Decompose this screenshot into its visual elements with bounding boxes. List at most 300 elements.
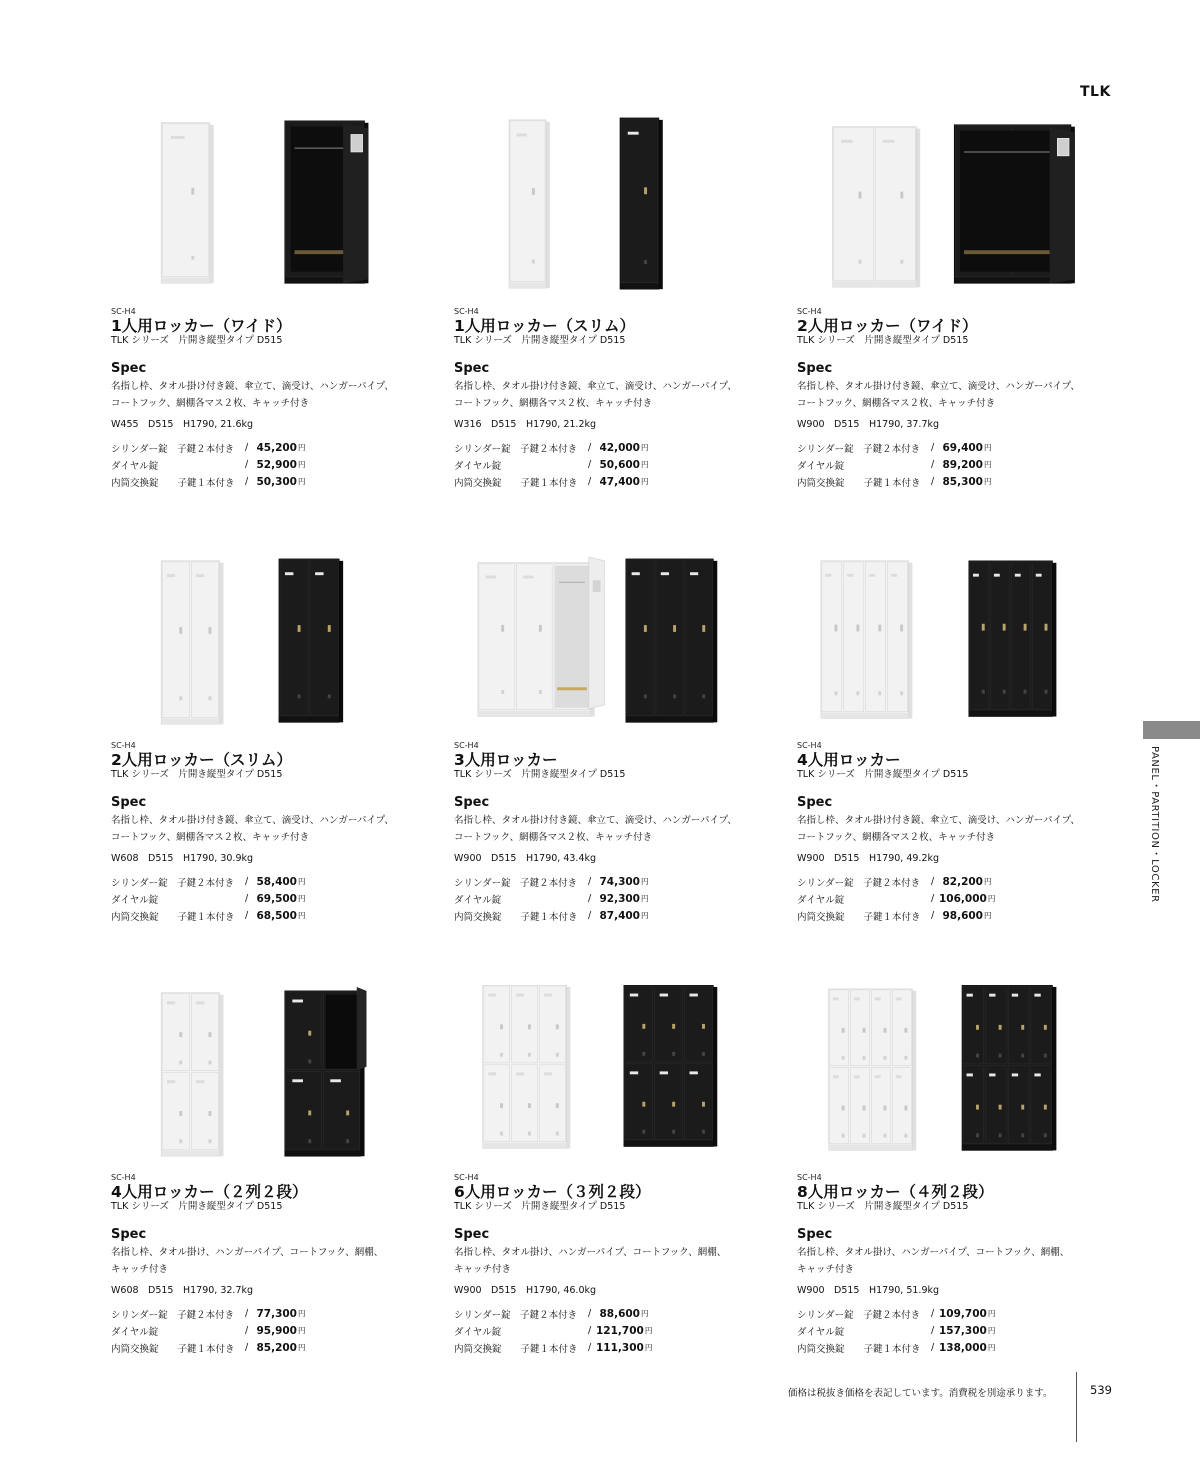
- product-subtitle: TLK シリーズ 片開き縦型タイプ D515: [111, 335, 283, 346]
- name-plate-icon: [661, 572, 669, 575]
- locker-base: [626, 717, 714, 723]
- handle-icon: [644, 187, 647, 194]
- vent-icon: [702, 1130, 705, 1134]
- locker-base: [833, 281, 917, 287]
- handle-icon: [900, 192, 903, 199]
- vent-icon: [834, 691, 837, 695]
- side-tab-label: PANEL・PARTITION・LOCKER: [1149, 746, 1160, 903]
- handle-icon: [208, 627, 211, 634]
- price-row: [454, 1339, 774, 1356]
- vent-icon: [298, 694, 301, 698]
- name-plate-icon: [833, 1075, 839, 1078]
- handle-icon: [528, 1103, 531, 1108]
- product-photo: [111, 115, 441, 295]
- vent-icon: [863, 1134, 866, 1138]
- name-plate-icon: [967, 994, 973, 997]
- price-value: 69,400: [942, 441, 983, 454]
- lock-type-label: 内筒交換錠 子鍵１本付き: [454, 911, 578, 923]
- lock-type-label: シリンダー錠 子鍵２本付き: [111, 443, 235, 455]
- handle-icon: [179, 1111, 182, 1116]
- price-value: 87,400: [599, 909, 640, 922]
- price-separator: /: [588, 1325, 592, 1336]
- vent-icon: [1044, 1054, 1047, 1058]
- locker-base: [821, 713, 909, 719]
- handle-icon: [999, 1105, 1002, 1110]
- feature-line: 名指し枠、タオル掛け付き鏡、傘立て、滴受け、ハンガーパイプ、: [797, 381, 1080, 392]
- locker-body: [620, 118, 659, 289]
- price-row: [797, 1305, 1117, 1322]
- handle-icon: [976, 1025, 979, 1030]
- price-separator: /: [931, 442, 935, 453]
- price-value: 121,700: [596, 1324, 644, 1337]
- vent-icon: [556, 1053, 559, 1057]
- price-table: [111, 1305, 431, 1356]
- handle-icon: [842, 1028, 845, 1033]
- vent-icon: [501, 690, 504, 694]
- vent-icon: [208, 1061, 211, 1065]
- product-code: SC-H4: [454, 741, 479, 750]
- price-row: [797, 873, 1117, 890]
- price-row: [797, 1339, 1117, 1356]
- dimensions: W608 D515 H1790, 32.7kg: [111, 1285, 254, 1296]
- handle-icon: [1003, 624, 1006, 631]
- price-value: 77,300: [256, 1307, 297, 1320]
- product-info: [454, 307, 774, 490]
- vent-icon: [642, 1052, 645, 1056]
- price-separator: /: [588, 910, 592, 921]
- vent-icon: [328, 694, 331, 698]
- name-plate-icon: [544, 994, 552, 997]
- vent-icon: [702, 694, 705, 698]
- name-plate-icon: [488, 994, 496, 997]
- lock-type-label: シリンダー錠 子鍵２本付き: [111, 877, 235, 889]
- umbrella-tray-icon: [964, 250, 1061, 254]
- price-row: [454, 873, 774, 890]
- price-value: 85,200: [256, 1341, 297, 1354]
- vent-icon: [904, 1134, 907, 1138]
- locker-side-panel: [659, 120, 663, 289]
- name-plate-icon: [330, 1079, 341, 1082]
- price-separator: /: [588, 476, 592, 487]
- price-row: [111, 1322, 431, 1339]
- product-photo: [454, 985, 784, 1165]
- name-plate-icon: [883, 140, 895, 143]
- yen-unit: 円: [298, 877, 306, 886]
- lock-type-label: シリンダー錠 子鍵２本付き: [454, 443, 578, 455]
- feature-list: [111, 812, 431, 846]
- vent-icon: [528, 1132, 531, 1136]
- price-value: 138,000: [939, 1341, 987, 1354]
- vent-icon: [976, 1054, 979, 1058]
- product-subtitle: TLK シリーズ 片開き縦型タイプ D515: [797, 769, 969, 780]
- name-plate-icon: [167, 1080, 175, 1083]
- locker-side-panel: [220, 563, 224, 725]
- handle-icon: [856, 625, 859, 632]
- price-separator: /: [588, 893, 592, 904]
- price-separator: /: [245, 876, 249, 887]
- handle-icon: [884, 1028, 887, 1033]
- locker-side-panel: [916, 129, 920, 288]
- product-info: [454, 741, 774, 924]
- product-info: [797, 307, 1117, 490]
- locker-body: [161, 123, 210, 284]
- name-plate-icon: [1012, 994, 1018, 997]
- price-value: 98,600: [942, 909, 983, 922]
- vent-icon: [532, 260, 535, 264]
- lock-type-label: 内筒交換錠 子鍵１本付き: [454, 477, 578, 489]
- vent-icon: [500, 1053, 503, 1057]
- feature-line: 名指し枠、タオル掛け、ハンガーパイプ、コートフック、網棚、: [454, 1247, 727, 1258]
- feature-line: コートフック、網棚各マス２枚、キャッチ付き: [797, 398, 996, 409]
- dimensions: W316 D515 H1790, 21.2kg: [454, 419, 597, 430]
- product-subtitle: TLK シリーズ 片開き縦型タイプ D515: [454, 335, 626, 346]
- product-title: 2人用ロッカー（スリム）: [111, 751, 292, 769]
- handle-icon: [298, 625, 301, 632]
- handle-icon: [842, 1106, 845, 1111]
- price-separator: /: [931, 910, 935, 921]
- handle-icon: [859, 192, 862, 199]
- price-table: [454, 439, 774, 490]
- vent-icon: [842, 1056, 845, 1060]
- product-code: SC-H4: [111, 1173, 136, 1182]
- dimensions: W900 D515 H1790, 46.0kg: [454, 1285, 597, 1296]
- yen-unit: 円: [298, 911, 306, 920]
- side-tab-bar: [1143, 721, 1200, 739]
- name-plate-icon: [841, 140, 853, 143]
- vent-icon: [1003, 690, 1006, 694]
- price-row: [454, 907, 774, 924]
- feature-list: [797, 378, 1117, 412]
- lock-type-label: 内筒交換錠 子鍵１本付き: [454, 1343, 578, 1355]
- name-plate-icon: [167, 1001, 175, 1004]
- vent-icon: [1044, 1133, 1047, 1137]
- price-table: [797, 1305, 1117, 1356]
- yen-unit: 円: [984, 877, 992, 886]
- product-code: SC-H4: [454, 1173, 479, 1182]
- lock-type-label: シリンダー錠 子鍵２本付き: [111, 1309, 235, 1321]
- vent-icon: [672, 1052, 675, 1056]
- handle-icon: [642, 1024, 645, 1029]
- yen-unit: 円: [987, 1309, 996, 1318]
- handle-icon: [702, 1102, 705, 1107]
- product-code: SC-H4: [454, 307, 479, 316]
- price-separator: /: [931, 476, 935, 487]
- price-row: [797, 1322, 1117, 1339]
- product-info: [111, 307, 431, 490]
- vent-icon: [976, 1133, 979, 1137]
- black-locker-illustration: [954, 125, 1075, 284]
- product-photo: [797, 985, 1127, 1165]
- product-photo: [111, 985, 441, 1165]
- handle-icon: [556, 1103, 559, 1108]
- name-plate-icon: [285, 572, 293, 575]
- price-row: [111, 873, 431, 890]
- handle-icon: [884, 1106, 887, 1111]
- vent-icon: [644, 694, 647, 698]
- feature-list: [454, 378, 774, 412]
- price-row: [454, 439, 774, 456]
- yen-unit: 円: [644, 1343, 653, 1352]
- yen-unit: 円: [987, 1326, 996, 1335]
- dimensions: W900 D515 H1790, 43.4kg: [454, 853, 597, 864]
- price-row: [111, 890, 431, 907]
- black-locker-illustration: [285, 121, 369, 283]
- vent-icon: [884, 1056, 887, 1060]
- name-plate-icon: [630, 1071, 638, 1074]
- vent-icon: [179, 1061, 182, 1065]
- name-plate-icon: [690, 572, 698, 575]
- vent-icon: [1024, 690, 1027, 694]
- product-code: SC-H4: [111, 741, 136, 750]
- mirror-icon: [1057, 138, 1069, 156]
- lock-type-label: ダイヤル錠: [111, 894, 159, 906]
- name-plate-icon: [847, 574, 853, 577]
- handle-icon: [999, 1025, 1002, 1030]
- handle-icon: [834, 625, 837, 632]
- locker-side-panel: [546, 122, 550, 288]
- price-separator: /: [245, 1342, 249, 1353]
- price-value: 68,500: [256, 909, 297, 922]
- lock-type-label: ダイヤル錠: [797, 460, 845, 472]
- handle-icon: [500, 1103, 503, 1108]
- price-separator: /: [245, 459, 249, 470]
- price-separator: /: [931, 1308, 935, 1319]
- white-locker-illustration: [829, 989, 917, 1151]
- handle-icon: [328, 625, 331, 632]
- price-value: 58,400: [256, 875, 297, 888]
- spec-heading: Spec: [797, 361, 833, 376]
- feature-list: [797, 1244, 1117, 1278]
- lock-type-label: シリンダー錠 子鍵２本付き: [797, 443, 921, 455]
- name-plate-icon: [196, 1080, 204, 1083]
- price-value: 45,200: [256, 441, 297, 454]
- black-locker-illustration: [962, 985, 1056, 1150]
- lock-type-label: ダイヤル錠: [454, 1326, 502, 1338]
- product-photo: [454, 115, 784, 295]
- lock-type-label: 内筒交換錠 子鍵１本付き: [797, 911, 921, 923]
- locker-side-panel: [210, 125, 214, 284]
- product-title: 1人用ロッカー（ワイド）: [111, 317, 292, 335]
- locker-side-panel: [713, 561, 717, 723]
- locker-body: [833, 127, 917, 288]
- handle-icon: [982, 624, 985, 631]
- name-plate-icon: [516, 994, 524, 997]
- spec-heading: Spec: [454, 795, 490, 810]
- locker-side-panel: [1052, 563, 1056, 717]
- lock-type-label: シリンダー錠 子鍵２本付き: [454, 1309, 578, 1321]
- handle-icon: [528, 1024, 531, 1029]
- vent-icon: [208, 696, 211, 700]
- vent-icon: [179, 1139, 182, 1143]
- name-plate-icon: [875, 1075, 881, 1078]
- locker-side-panel: [1052, 987, 1056, 1150]
- feature-line: キャッチ付き: [454, 1264, 512, 1275]
- yen-unit: 円: [987, 894, 996, 903]
- handle-icon: [863, 1028, 866, 1033]
- handle-icon: [1044, 1105, 1047, 1110]
- locker-base: [279, 717, 339, 723]
- yen-unit: 円: [984, 443, 992, 452]
- product-code: SC-H4: [797, 307, 822, 316]
- locker-body: [829, 989, 913, 1151]
- name-plate-icon: [196, 574, 204, 577]
- name-plate-icon: [896, 1075, 902, 1078]
- handle-icon: [673, 625, 676, 632]
- product-photo: [111, 555, 441, 735]
- locker-base: [829, 1145, 913, 1151]
- locker-interior: [326, 995, 358, 1069]
- locker-body: [161, 993, 219, 1156]
- price-separator: /: [245, 1325, 249, 1336]
- yen-unit: 円: [298, 443, 306, 452]
- lock-type-label: ダイヤル錠: [454, 894, 502, 906]
- price-row: [111, 456, 431, 473]
- dimensions: W455 D515 H1790, 21.6kg: [111, 419, 254, 430]
- feature-list: [454, 812, 774, 846]
- spec-heading: Spec: [111, 361, 147, 376]
- spec-heading: Spec: [111, 1227, 147, 1242]
- locker-body: [969, 561, 1053, 717]
- yen-unit: 円: [298, 1343, 306, 1352]
- price-table: [454, 873, 774, 924]
- yen-unit: 円: [641, 894, 649, 903]
- name-plate-icon: [854, 1075, 860, 1078]
- name-plate-icon: [488, 1072, 496, 1075]
- handle-icon: [702, 625, 705, 632]
- price-separator: /: [588, 1308, 592, 1319]
- vent-icon: [900, 691, 903, 695]
- series-tag: TLK: [1080, 84, 1111, 100]
- vent-icon: [982, 690, 985, 694]
- yen-unit: 円: [298, 460, 306, 469]
- product-info: [797, 741, 1117, 924]
- handle-icon: [1024, 624, 1027, 631]
- price-separator: /: [931, 893, 935, 904]
- yen-unit: 円: [641, 911, 649, 920]
- price-value: 88,600: [599, 1307, 640, 1320]
- spec-heading: Spec: [454, 1227, 490, 1242]
- vent-icon: [500, 1132, 503, 1136]
- name-plate-icon: [292, 1079, 303, 1082]
- vent-icon: [1045, 690, 1048, 694]
- price-value: 106,000: [939, 892, 987, 905]
- black-locker-illustration: [969, 561, 1057, 717]
- product-subtitle: TLK シリーズ 片開き縦型タイプ D515: [454, 1201, 626, 1212]
- locker-base: [483, 1143, 567, 1149]
- product-title: 2人用ロッカー（ワイド）: [797, 317, 978, 335]
- handle-icon: [500, 1024, 503, 1029]
- dimensions: W608 D515 H1790, 30.9kg: [111, 853, 254, 864]
- vent-icon: [346, 1139, 349, 1143]
- handle-icon: [208, 1032, 211, 1037]
- vent-icon: [642, 1130, 645, 1134]
- locker-base: [624, 1141, 714, 1147]
- lock-type-label: 内筒交換錠 子鍵１本付き: [111, 911, 235, 923]
- umbrella-tray-icon: [557, 687, 587, 690]
- lock-type-label: ダイヤル錠: [111, 1326, 159, 1338]
- name-plate-icon: [660, 994, 668, 997]
- price-row: [797, 907, 1117, 924]
- handle-icon: [672, 1024, 675, 1029]
- product-title: 1人用ロッカー（スリム）: [454, 317, 635, 335]
- vent-icon: [1021, 1133, 1024, 1137]
- name-plate-icon: [630, 994, 638, 997]
- product-subtitle: TLK シリーズ 片開き縦型タイプ D515: [111, 1201, 283, 1212]
- locker-base: [161, 277, 210, 283]
- price-row: [797, 439, 1117, 456]
- yen-unit: 円: [298, 477, 306, 486]
- handle-icon: [208, 1111, 211, 1116]
- locker-base: [620, 283, 659, 289]
- handle-icon: [539, 625, 542, 632]
- name-plate-icon: [660, 1071, 668, 1074]
- spec-heading: Spec: [797, 1227, 833, 1242]
- handle-icon: [904, 1106, 907, 1111]
- name-plate-icon: [485, 576, 496, 579]
- name-plate-icon: [825, 574, 831, 577]
- name-plate-icon: [632, 572, 640, 575]
- yen-unit: 円: [641, 877, 649, 886]
- lock-type-label: ダイヤル錠: [111, 460, 159, 472]
- feature-line: 名指し枠、タオル掛け、ハンガーパイプ、コートフック、網棚、: [111, 1247, 384, 1258]
- price-separator: /: [588, 442, 592, 453]
- handle-icon: [179, 1032, 182, 1037]
- feature-list: [797, 812, 1117, 846]
- feature-line: コートフック、網棚各マス２枚、キャッチ付き: [454, 398, 653, 409]
- feature-line: コートフック、網棚各マス２枚、キャッチ付き: [454, 832, 653, 843]
- price-row: [111, 439, 431, 456]
- price-value: 69,500: [256, 892, 297, 905]
- handle-icon: [644, 625, 647, 632]
- product-info: [111, 1173, 431, 1356]
- vent-icon: [863, 1056, 866, 1060]
- name-plate-icon: [896, 997, 902, 1000]
- name-plate-icon: [989, 1073, 995, 1076]
- vent-icon: [539, 690, 542, 694]
- yen-unit: 円: [298, 1309, 306, 1318]
- black-locker-illustration: [279, 559, 343, 722]
- vent-icon: [191, 256, 194, 260]
- locker-base: [478, 711, 591, 717]
- name-plate-icon: [690, 994, 698, 997]
- vent-icon: [999, 1054, 1002, 1058]
- price-separator: /: [931, 1325, 935, 1336]
- locker-base: [285, 1150, 361, 1156]
- price-row: [454, 890, 774, 907]
- footer-divider: [1076, 1372, 1077, 1442]
- name-plate-icon: [1012, 1073, 1018, 1076]
- name-plate-icon: [989, 994, 995, 997]
- price-value: 109,700: [939, 1307, 987, 1320]
- vent-icon: [900, 260, 903, 264]
- product-title: 4人用ロッカー（２列２段）: [111, 1183, 308, 1201]
- product-title: 8人用ロッカー（４列２段）: [797, 1183, 994, 1201]
- locker-body: [821, 561, 909, 719]
- locker-interior: [555, 566, 589, 708]
- handle-icon: [672, 1102, 675, 1107]
- name-plate-icon: [516, 1072, 524, 1075]
- name-plate-icon: [292, 1000, 303, 1003]
- locker-body: [624, 985, 714, 1147]
- price-table: [454, 1305, 774, 1356]
- handle-icon: [308, 1111, 311, 1116]
- lock-type-label: 内筒交換錠 子鍵１本付き: [797, 1343, 921, 1355]
- vent-icon: [1021, 1054, 1024, 1058]
- price-row: [797, 456, 1117, 473]
- handle-icon: [532, 188, 535, 195]
- locker-side-panel: [908, 563, 912, 719]
- name-plate-icon: [869, 574, 875, 577]
